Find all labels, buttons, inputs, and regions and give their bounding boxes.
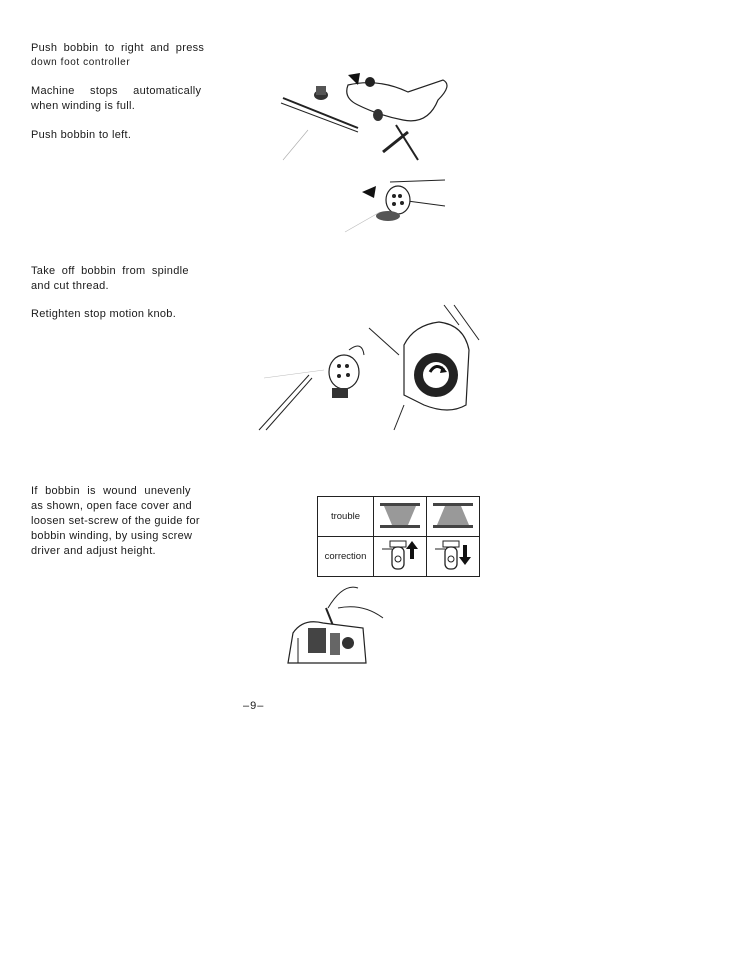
trouble-correction-table bbox=[317, 496, 480, 577]
step3-text: Push bobbin to left. bbox=[31, 129, 132, 141]
step6-line1: If bobbin is wound unevenly bbox=[31, 485, 191, 497]
step4-line2: and cut thread. bbox=[31, 280, 109, 292]
step6-line2: as shown, open face cover and bbox=[31, 500, 192, 512]
trouble-label: trouble bbox=[318, 497, 374, 537]
step4-line1: Take off bobbin from spindle bbox=[31, 265, 189, 277]
step6-line4: bobbin winding, by using screw bbox=[31, 530, 193, 542]
lower-guide-icon bbox=[427, 537, 480, 577]
remove-bobbin-illustration bbox=[254, 300, 484, 435]
bobbin-push-left-illustration bbox=[340, 172, 450, 237]
adjust-guide-illustration bbox=[268, 578, 388, 668]
correction-label: correction bbox=[318, 537, 374, 577]
step2-line2: when winding is full. bbox=[31, 100, 136, 112]
raise-guide-icon bbox=[374, 537, 427, 577]
page-number: –9– bbox=[243, 700, 265, 712]
step6-line5: driver and adjust height. bbox=[31, 545, 156, 557]
uneven-bottom-bobbin-icon bbox=[427, 497, 480, 537]
step1-line1: Push bobbin to right and press bbox=[31, 42, 205, 54]
step1-line2: down foot controller bbox=[31, 57, 131, 68]
step6-line3: loosen set-screw of the guide for bbox=[31, 515, 200, 527]
step5-text: Retighten stop motion knob. bbox=[31, 308, 177, 320]
uneven-top-bobbin-icon bbox=[374, 497, 427, 537]
step2-line1: Machine stops automatically bbox=[31, 85, 202, 97]
bobbin-push-right-illustration bbox=[278, 70, 458, 165]
